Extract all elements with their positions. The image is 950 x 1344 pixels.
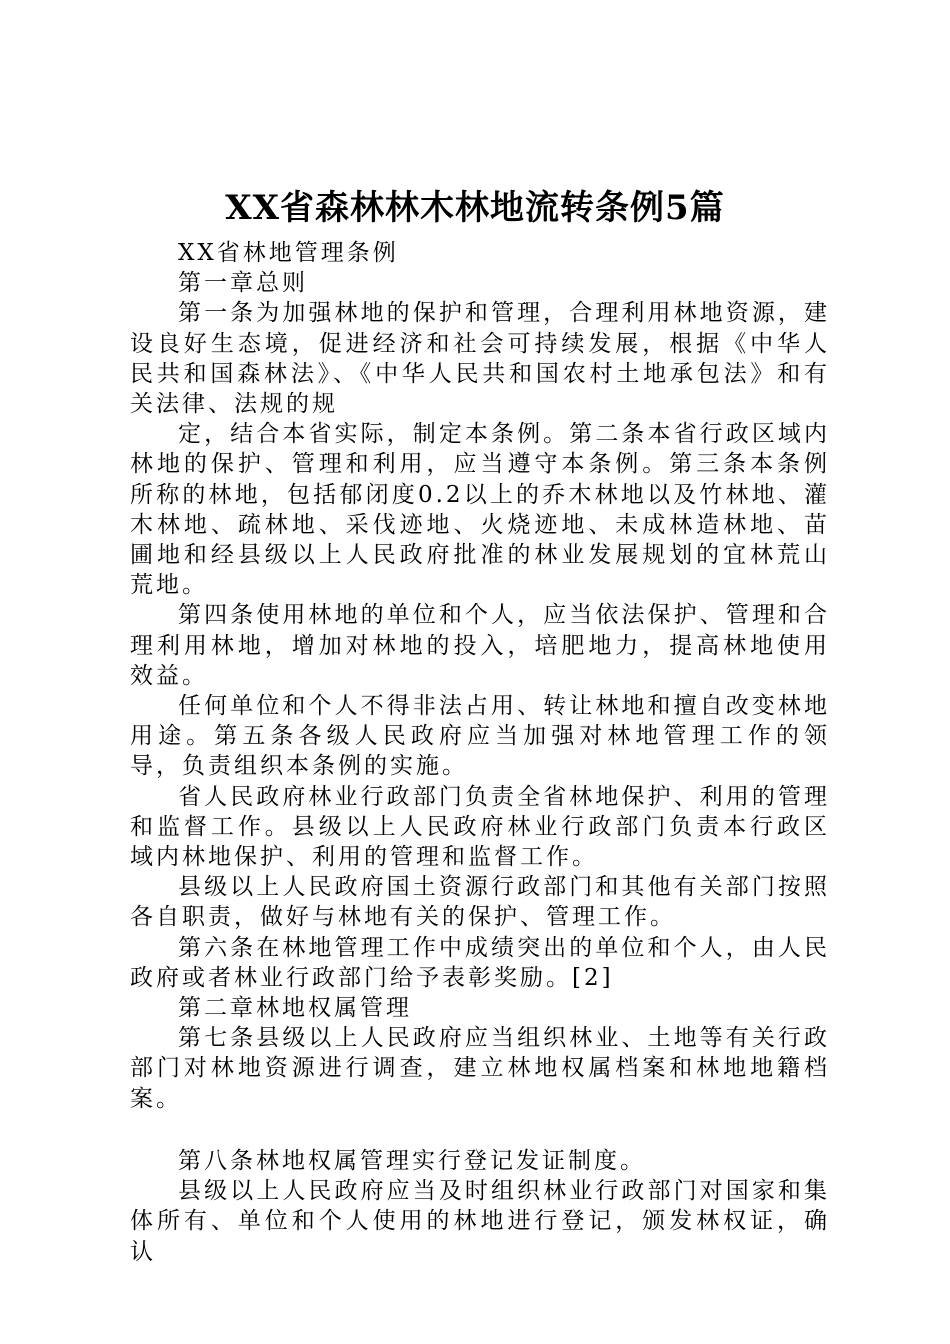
paragraph: 县级以上人民政府应当及时组织林业行政部门对国家和集体所有、单位和个人使用的林地进行登记，颁发林权证，确认: [130, 1178, 830, 1265]
subtitle-regulation: XX省林地管理条例: [178, 240, 399, 266]
paragraph: 省人民政府林业行政部门负责全省林地保护、利用的管理和监督工作。县级以上人民政府林业行政部门负责本行政区域内林地保护、利用的管理和监督工作。: [130, 783, 830, 871]
paragraph: 县级以上人民政府国土资源行政部门和其他有关部门按照各自职责，做好与林地有关的保护、管理工作。: [130, 874, 830, 931]
document-body: [130, 238, 830, 1267]
paragraph: 第四条使用林地的单位和个人，应当依法保护、管理和合理利用林地，增加对林地的投入，培肥地力，提高林地使用效益。: [130, 602, 830, 689]
paragraph: 定，结合本省实际，制定本条例。第二条本省行政区域内林地的保护、管理和利用，应当遵守本条例。第三条本条例所称的林地，包括郁闭度0.2以上的乔木林地以及竹林地、灌木林地、疏林地、采伐迹地、火烧迹地、未成林造林地、苗圃地和经县级以上人民政府批准的林业发展规划的宜林荒山荒地。: [130, 421, 830, 599]
document-title: XX省森林林木林地流转条例5篇: [225, 188, 725, 228]
paragraph: 任何单位和个人不得非法占用、转让林地和擅自改变林地用途。第五条各级人民政府应当加强对林地管理工作的领导，负责组织本条例的实施。: [130, 693, 830, 780]
paragraph: 第七条县级以上人民政府应当组织林业、土地等有关行政部门对林地资源进行调查，建立林地权属档案和林地地籍档案。: [130, 1025, 830, 1112]
paragraph: 第六条在林地管理工作中成绩突出的单位和个人，由人民政府或者林业行政部门给予表彰奖励。[2]: [130, 934, 830, 991]
blank-line: [130, 1114, 830, 1146]
chapter-heading: 第一章总则: [178, 270, 308, 297]
chapter-heading: 第二章林地权属管理: [178, 995, 412, 1022]
paragraph: 第八条林地权属管理实行登记发证制度。: [178, 1147, 646, 1174]
paragraph: 第一条为加强林地的保护和管理，合理利用林地资源，建设良好生态境，促进经济和社会可持续发展，根据《中华人民共和国森林法》、《中华人民共和国农村土地承包法》和有关法律、法规的规: [130, 300, 830, 418]
